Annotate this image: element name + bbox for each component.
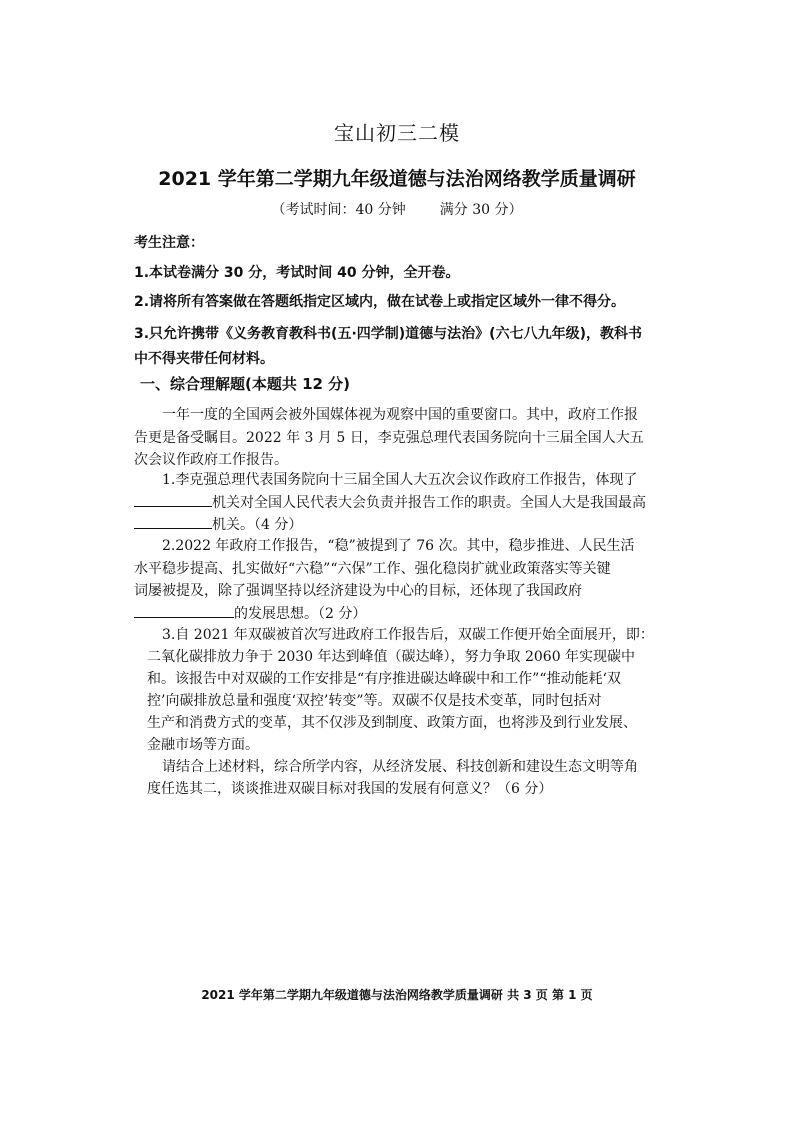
q2-line-2: 水平稳步提高、扎实做好“六稳”“六保”工作、强化稳岗扩就业政策落实等关键 [134,561,611,577]
notice-item-3-line-2: 中不得夹带任何材料。 [134,351,274,367]
q3-line-7: 请结合上述材料，综合所学内容，从经济发展、科技创新和建设生态文明等角 [162,759,638,775]
q1-line-2 [134,491,646,514]
q3-line-4: 控’向碳排放总量和强度‘双控’转变”等。双碳不仅是技术变革，同时包括对 [147,693,602,709]
document-top-title: 宝山初三二模 [334,121,460,145]
intro-line-1: 一年一度的全国两会被外国媒体视为观察中国的重要窗口。其中，政府工作报 [162,407,638,423]
q2-line-4-text: 的发展思想。（2 分） [234,606,367,622]
q2-line-1: 2.2022 年政府工作报告，“稳”被提到了 76 次。其中，稳步推进、人民生活 [162,538,635,554]
q3-line-8: 度任选其二，谈谈推进双碳目标对我国的发展有何意义？（6 分） [147,781,553,797]
notice-item-2: 2.请将所有答案做在答题纸指定区域内，做在试卷上或指定区域外一律不得分。 [134,294,626,310]
q1-line-1: 1.李克强总理代表国务院向十三届全国人大五次会议作政府工作报告，体现了 [162,472,638,488]
answer-blank-2[interactable] [134,513,212,529]
answer-blank-3[interactable] [134,602,234,618]
q2-line-3: 词屡被提及，除了强调坚持以经济建设为中心的目标，还体现了我国政府 [134,583,582,599]
q1-line-2-text: 机关对全国人民代表大会负责并报告工作的职责。全国人大是我国最高 [212,495,646,511]
exam-title: 2021 学年第二学期九年级道德与法治网络教学质量调研 [158,168,636,190]
exam-subtitle [0,199,794,219]
q3-line-5: 生产和消费方式的变革，其不仅涉及到制度、政策方面，也将涉及到行业发展、 [147,715,637,731]
q3-line-3: 和。该报告中对双碳的工作安排是“有序推进碳达峰碳中和工作”“推动能耗‘双 [147,671,621,687]
page-footer: 2021 学年第二学期九年级道德与法治网络教学质量调研 共 3 页 第 1 页 [201,988,593,1002]
notice-item-1: 1.本试卷满分 30 分，考试时间 40 分钟，全开卷。 [134,265,460,281]
notice-item-3-line-1: 3.只允许携带《义务教育教科书(五·四学制)道德与法治》(六七八九年级)，教科书 [134,326,642,342]
q1-line-3 [134,513,302,536]
q1-line-3-text: 机关。（4 分） [212,517,303,533]
answer-blank-1[interactable] [134,491,212,507]
q3-line-1: 3.自 2021 年双碳被首次写进政府工作报告后，双碳工作便开始全面展开，即： [162,627,654,643]
q3-line-2: 二氧化碳排放力争于 2030 年达到峰值（碳达峰），努力争取 2060 年实现碳中 [147,649,636,665]
section-heading: 一、综合理解题(本题共 12 分) [140,375,351,393]
exam-time: （考试时间：40 分钟 [271,202,406,218]
q3-line-6: 金融市场等方面。 [147,737,259,753]
q2-line-4 [134,602,366,625]
intro-line-2: 告更是备受瞩目。2022 年 3 月 5 日，李克强总理代表国务院向十三届全国人大五 [134,430,644,446]
full-score: 满分 30 分） [439,202,523,218]
notice-heading: 考生注意： [134,235,204,251]
intro-line-3: 次会议作政府工作报告。 [134,452,288,468]
